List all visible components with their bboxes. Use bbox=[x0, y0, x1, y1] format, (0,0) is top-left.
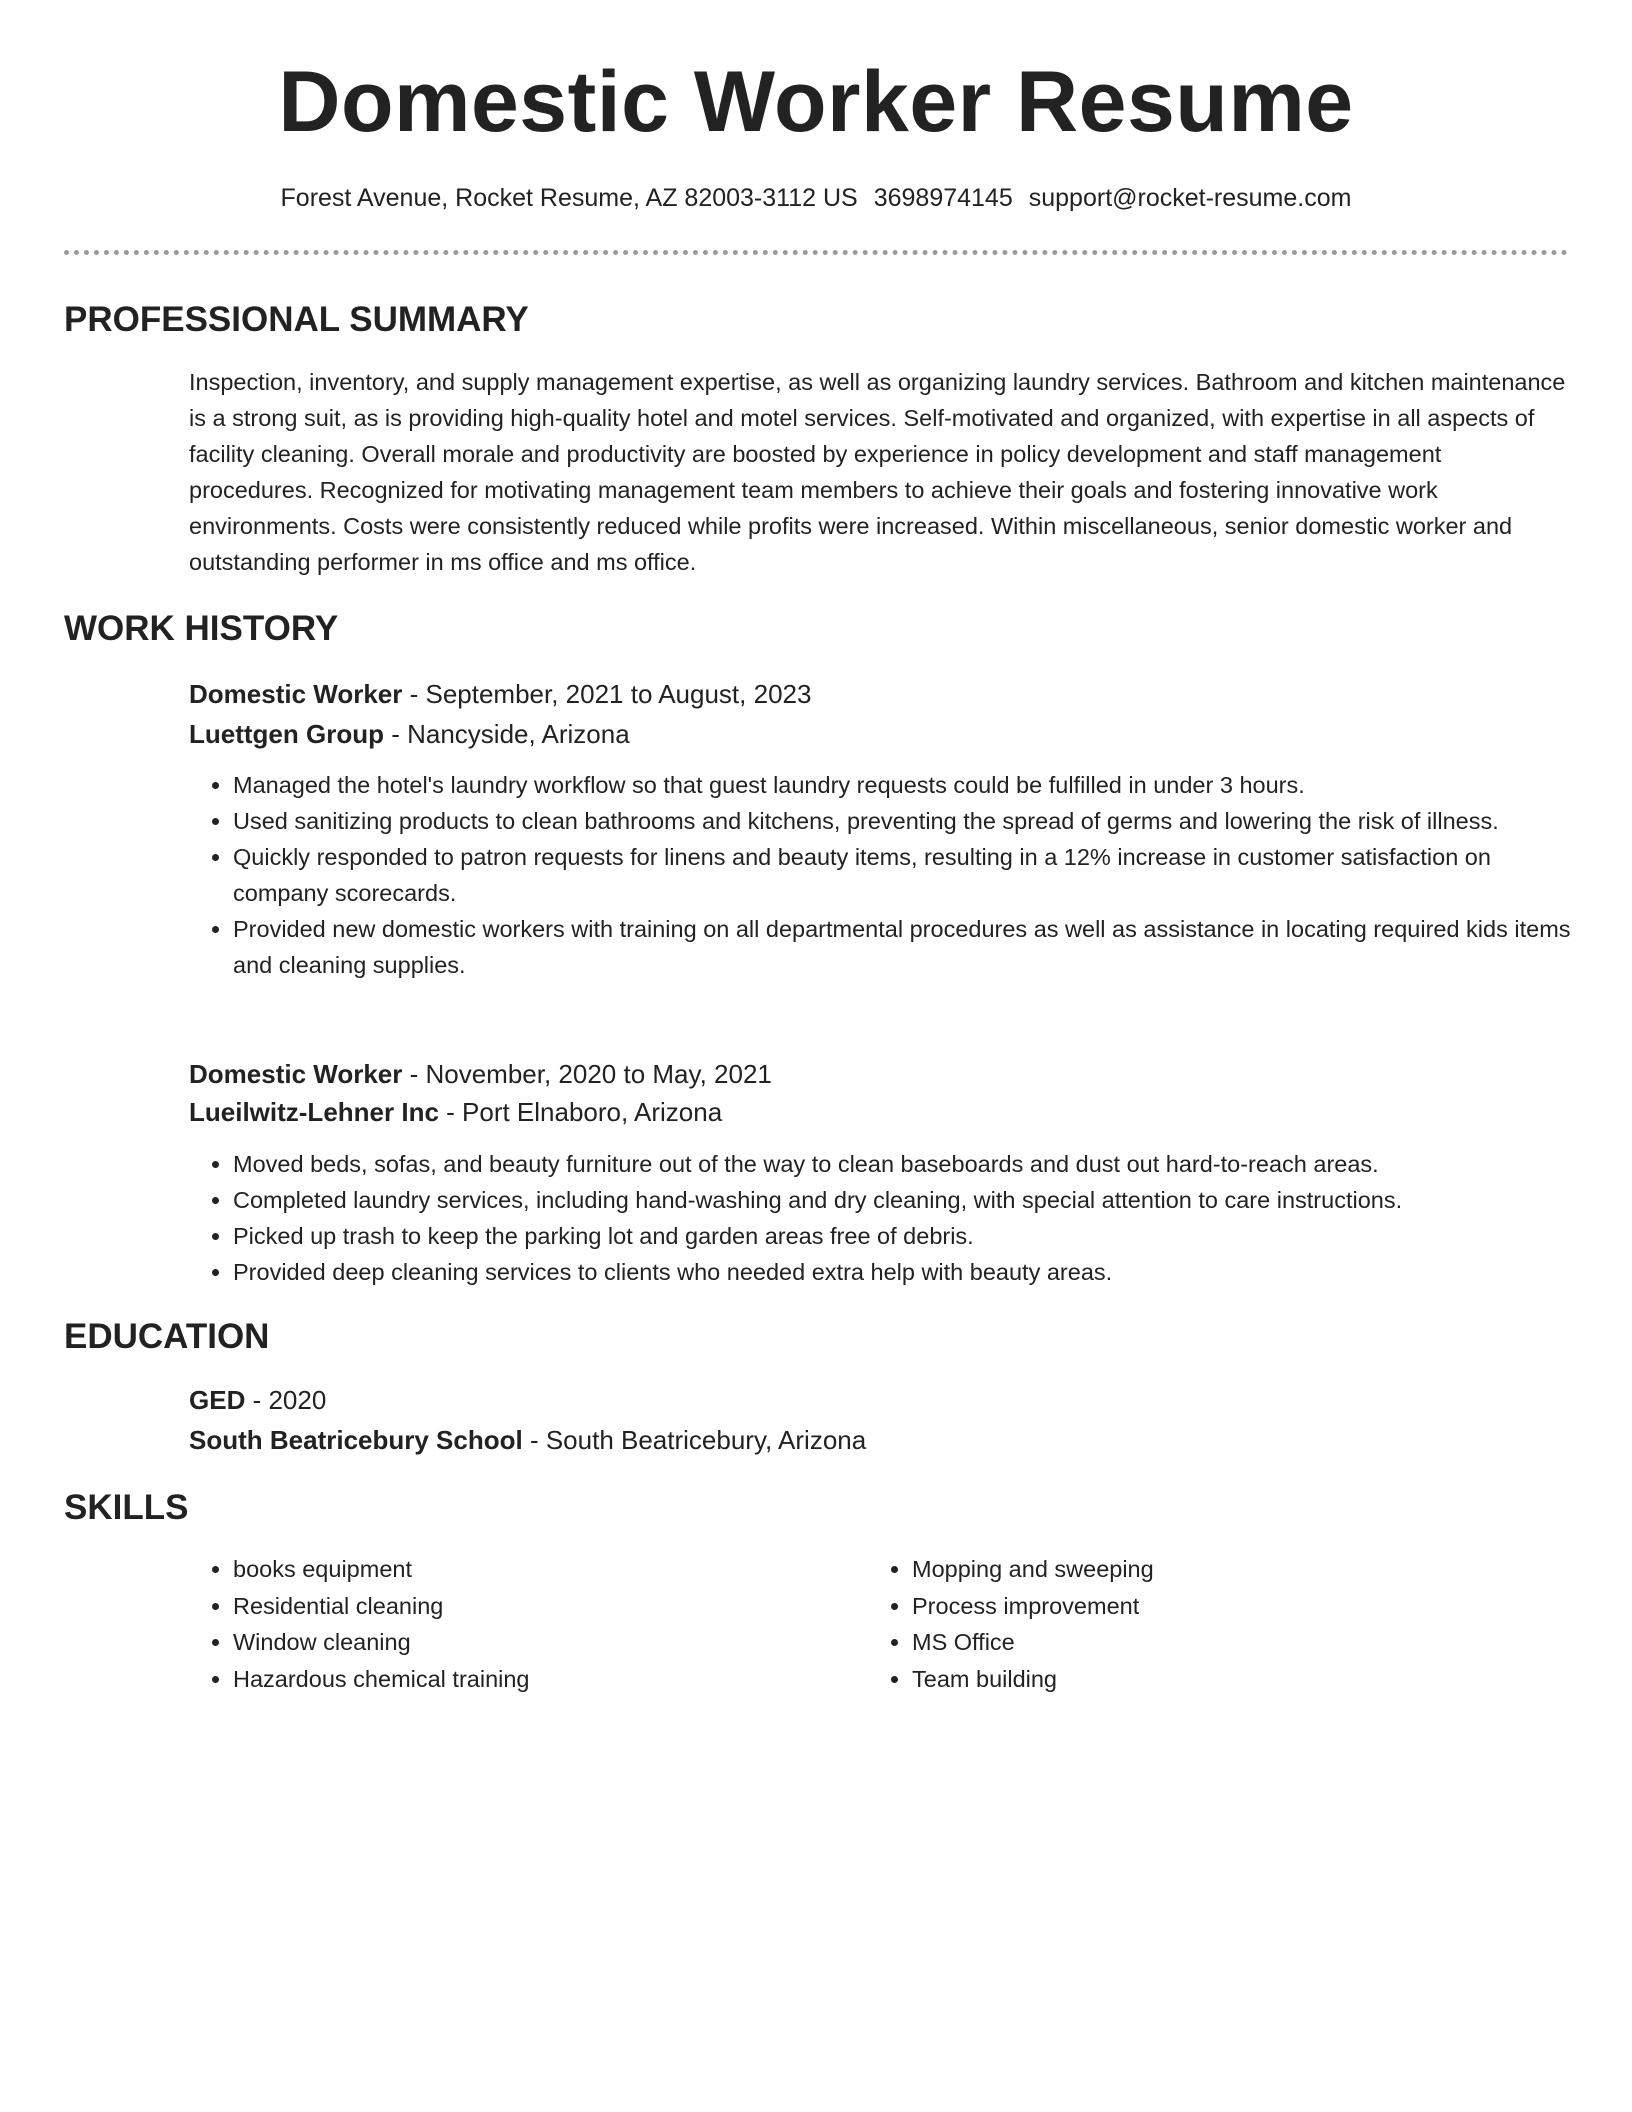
job-2-dates: - November, 2020 to May, 2021 bbox=[402, 1059, 772, 1089]
job-2-title: Domestic Worker bbox=[189, 1059, 403, 1089]
list-item: • Quickly responded to patron requests for linens and beauty items, resulting in a 12% increase in customer satisfaction on company scorecards. bbox=[233, 839, 1571, 911]
skill-item: • Team building bbox=[912, 1661, 1508, 1698]
skill-item: • Window cleaning bbox=[233, 1624, 829, 1661]
job-2-bullets bbox=[189, 1146, 1571, 1290]
skill-item: • Hazardous chemical training bbox=[233, 1661, 829, 1698]
job-2-location: - Port Elnaboro, Arizona bbox=[438, 1097, 723, 1127]
job-1-location: - Nancyside, Arizona bbox=[383, 719, 630, 749]
education-degree: GED bbox=[189, 1385, 246, 1415]
summary-heading: PROFESSIONAL SUMMARY bbox=[64, 300, 529, 339]
contact-line bbox=[0, 180, 1632, 216]
skill-item: • Mopping and sweeping bbox=[912, 1551, 1508, 1588]
list-item: • Moved beds, sofas, and beauty furniture out of the way to clean baseboards and dust out hard-to-reach areas. bbox=[233, 1146, 1571, 1182]
skill-item: • Residential cleaning bbox=[233, 1588, 829, 1625]
skill-item: • books equipment bbox=[233, 1551, 829, 1588]
job-1-dates: - September, 2021 to August, 2023 bbox=[402, 679, 812, 709]
contact-address: Forest Avenue, Rocket Resume, AZ 82003-3112 US bbox=[280, 184, 858, 212]
work-history-heading: WORK HISTORY bbox=[64, 609, 339, 648]
contact-phone: 3698974145 bbox=[873, 184, 1013, 212]
job-1-title-line bbox=[189, 676, 811, 712]
education-heading: EDUCATION bbox=[64, 1317, 270, 1356]
header-divider bbox=[64, 250, 1568, 255]
job-2-company-line bbox=[189, 1094, 722, 1130]
skill-item: • Process improvement bbox=[912, 1588, 1508, 1625]
list-item: • Picked up trash to keep the parking lot and garden areas free of debris. bbox=[233, 1218, 1571, 1254]
education-degree-line bbox=[189, 1382, 326, 1418]
list-item: • Provided deep cleaning services to clients who needed extra help with beauty areas. bbox=[233, 1254, 1571, 1290]
job-1-title: Domestic Worker bbox=[189, 679, 403, 709]
job-1-company: Luettgen Group bbox=[189, 719, 384, 749]
education-year: - 2020 bbox=[245, 1385, 327, 1415]
contact-email: support@rocket-resume.com bbox=[1028, 184, 1352, 212]
job-2-title-line bbox=[189, 1056, 772, 1092]
skills-list-right bbox=[868, 1551, 1508, 1697]
skills-heading: SKILLS bbox=[64, 1488, 189, 1527]
education-school: South Beatricebury School bbox=[189, 1425, 523, 1455]
summary-text: Inspection, inventory, and supply management expertise, as well as organizing laundry services. Bathroom and kitchen maintenance is a strong suit, as is providing high-quality hotel and motel services. Self-motivated and organized, with expertise in all aspects of facility cleaning. Overall morale and productivity are boosted by experience in policy development and staff management procedures. Recognized for motivating management team members to achieve their goals and fostering innovative work environments. Costs were consistently reduced while profits were increased. Within miscellaneous, senior domestic worker and outstanding performer in ms office and ms office. bbox=[189, 369, 1566, 575]
education-location: - South Beatricebury, Arizona bbox=[522, 1425, 867, 1455]
skill-item: • MS Office bbox=[912, 1624, 1508, 1661]
job-1-company-line bbox=[189, 716, 630, 752]
list-item: • Managed the hotel's laundry workflow so that guest laundry requests could be fulfilled in under 3 hours. bbox=[233, 767, 1571, 803]
job-2-company: Lueilwitz-Lehner Inc bbox=[189, 1097, 439, 1127]
list-item: • Completed laundry services, including hand-washing and dry cleaning, with special attention to care instructions. bbox=[233, 1182, 1571, 1218]
list-item: • Used sanitizing products to clean bathrooms and kitchens, preventing the spread of germs and lowering the risk of illness. bbox=[233, 803, 1571, 839]
skills-list-left bbox=[189, 1551, 829, 1697]
job-1-bullets bbox=[189, 767, 1571, 983]
list-item: • Provided new domestic workers with training on all departmental procedures as well as assistance in locating required kids items and cleaning supplies. bbox=[233, 911, 1571, 983]
resume-title: Domestic Worker Resume bbox=[278, 54, 1354, 150]
education-school-line bbox=[189, 1422, 866, 1458]
